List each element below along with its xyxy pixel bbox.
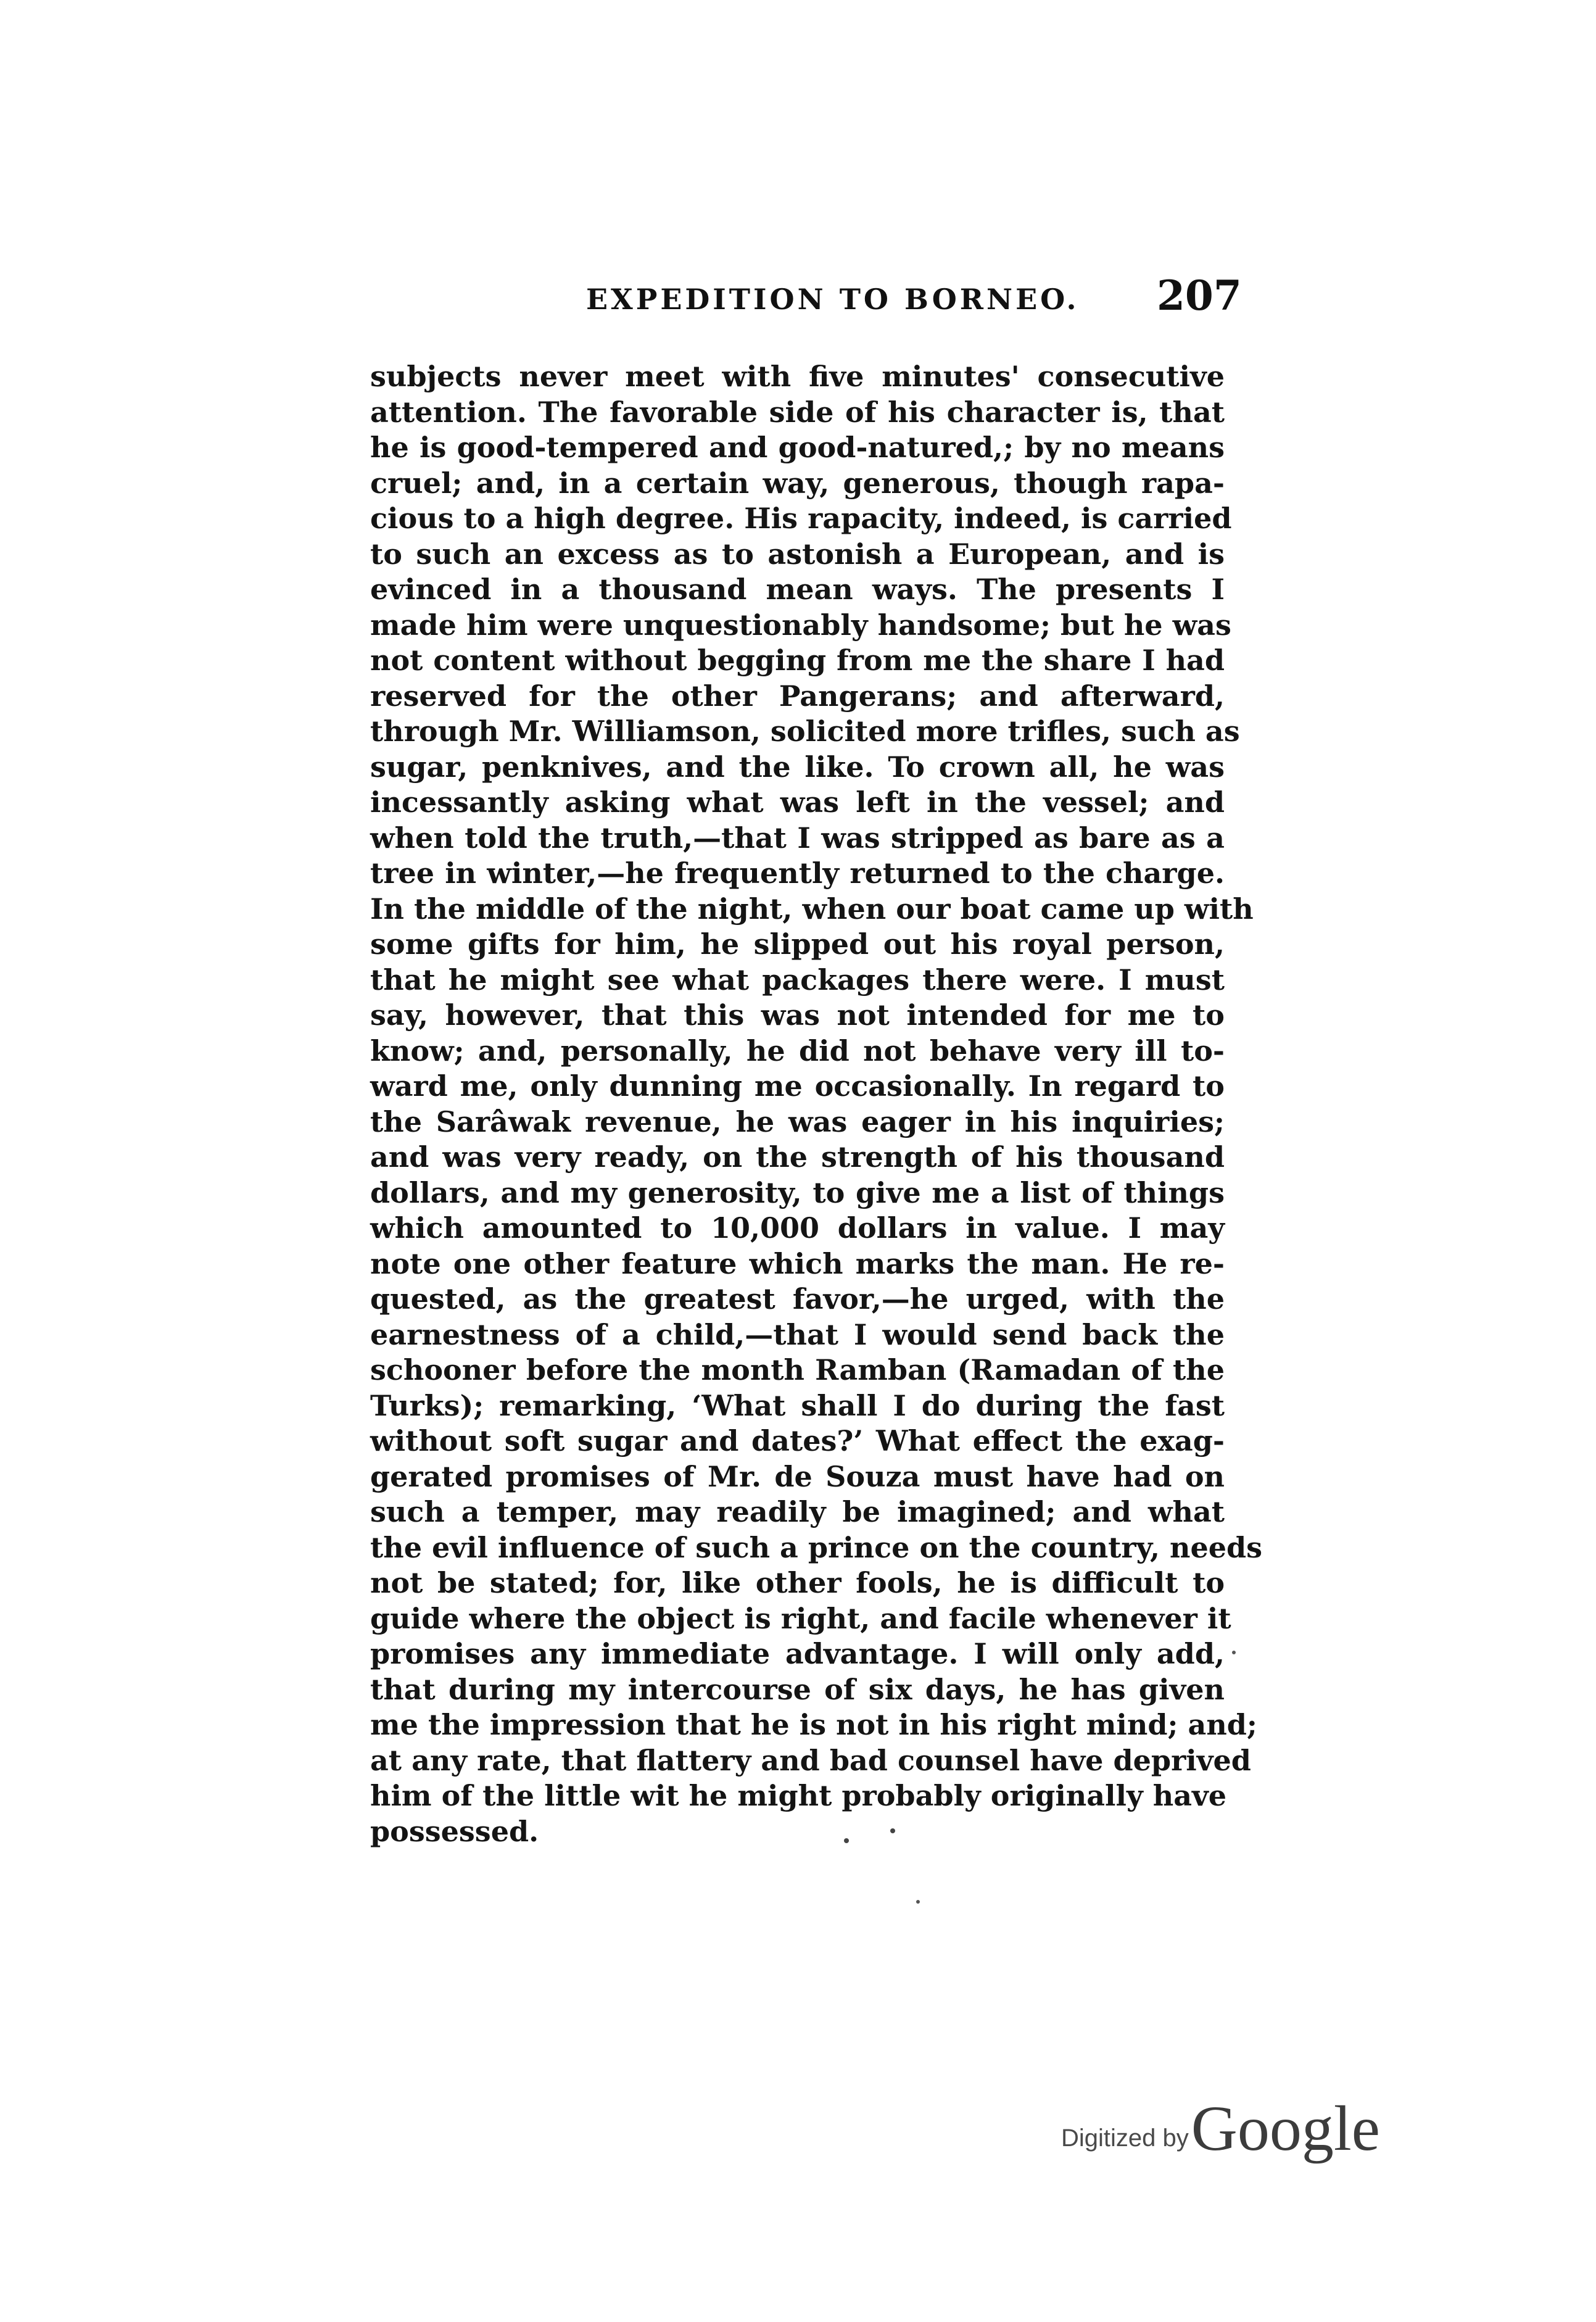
text-line: earnestness of a child,—that I would send back the xyxy=(370,1317,1225,1351)
text-line: when told the truth,—that I was stripped as bare as a xyxy=(370,821,1225,855)
text-line: him of the little wit he might probably originally have xyxy=(370,1779,1226,1812)
text-line: without soft sugar and dates?’ What effect the exag- xyxy=(370,1424,1225,1457)
text-line: me the impression that he is not in his right mind; and; xyxy=(370,1708,1257,1741)
text-line: which amounted to 10,000 dollars in value. I may xyxy=(370,1211,1225,1245)
text-line: tree in winter,—he frequently returned to the charge. xyxy=(370,856,1225,890)
text-line: Turks); remarking, ‘What shall I do during the fast xyxy=(370,1388,1225,1422)
digitized-by-google-watermark xyxy=(1061,2092,1380,2165)
text-line: cruel; and, in a certain way, generous, though rapa- xyxy=(370,466,1225,500)
text-line: know; and, personally, he did not behave very ill to- xyxy=(370,1034,1225,1068)
google-logo: Google xyxy=(1191,2093,1380,2164)
text-line: made him were unquestionably handsome; but he was xyxy=(370,608,1231,642)
text-line: dollars, and my generosity, to give me a list of things xyxy=(370,1176,1225,1209)
text-line: reserved for the other Pangerans; and afterward, xyxy=(370,679,1225,713)
text-line: promises any immediate advantage. I will only add, xyxy=(370,1637,1225,1670)
text-line: to such an excess as to astonish a European, and is xyxy=(370,537,1225,571)
text-line: he is good-tempered and good-natured,; by no means xyxy=(370,431,1225,464)
text-line: and was very ready, on the strength of his thousand xyxy=(370,1140,1225,1174)
text-line: gerated promises of Mr. de Souza must have had on xyxy=(370,1459,1225,1493)
text-line: that during my intercourse of six days, he has given xyxy=(370,1672,1225,1706)
text-line: possessed. xyxy=(370,1814,539,1848)
text-line: through Mr. Williamson, solicited more trifles, such as xyxy=(370,715,1240,748)
text-line: some gifts for him, he slipped out his royal person, xyxy=(370,927,1225,961)
text-line: quested, as the greatest favor,—he urged, with the xyxy=(370,1282,1225,1316)
text-line: note one other feature which marks the man. He re- xyxy=(370,1246,1225,1280)
text-line: at any rate, that flattery and bad counsel have deprived xyxy=(370,1743,1251,1777)
running-title: EXPEDITION TO BORNEO. xyxy=(586,283,1080,316)
text-line: cious to a high degree. His rapacity, indeed, is carried xyxy=(370,502,1232,535)
text-line: sugar, penknives, and the like. To crown all, he was xyxy=(370,750,1225,784)
text-line: such a temper, may readily be imagined; and what xyxy=(370,1495,1225,1528)
text-line: attention. The favorable side of his character is, that xyxy=(370,395,1225,429)
body-text xyxy=(370,359,1263,1849)
text-line: schooner before the month Ramban (Ramadan of the xyxy=(370,1353,1225,1387)
text-line: ward me, only dunning me occasionally. In regard to xyxy=(370,1069,1225,1103)
text-line: subjects never meet with five minutes' consecutive xyxy=(370,360,1225,393)
text-line: incessantly asking what was left in the vessel; and xyxy=(370,786,1225,819)
text-line: guide where the object is right, and facile whenever it xyxy=(370,1601,1231,1635)
text-line: evinced in a thousand mean ways. The presents I xyxy=(370,573,1225,606)
text-line: the evil influence of such a prince on the country, needs xyxy=(370,1530,1263,1564)
text-line: say, however, that this was not intended for me to xyxy=(370,998,1225,1032)
text-line: the Sarâwak revenue, he was eager in his inquiries; xyxy=(370,1105,1225,1138)
watermark-prefix: Digitized by xyxy=(1061,2125,1189,2152)
text-line: that he might see what packages there were. I must xyxy=(370,963,1225,997)
text-line: In the middle of the night, when our boat came up with xyxy=(370,892,1254,926)
text-line: not content without begging from me the share I had xyxy=(370,644,1225,677)
page-number: 207 xyxy=(1157,272,1242,320)
text-line: not be stated; for, like other fools, he is difficult to xyxy=(370,1566,1225,1599)
